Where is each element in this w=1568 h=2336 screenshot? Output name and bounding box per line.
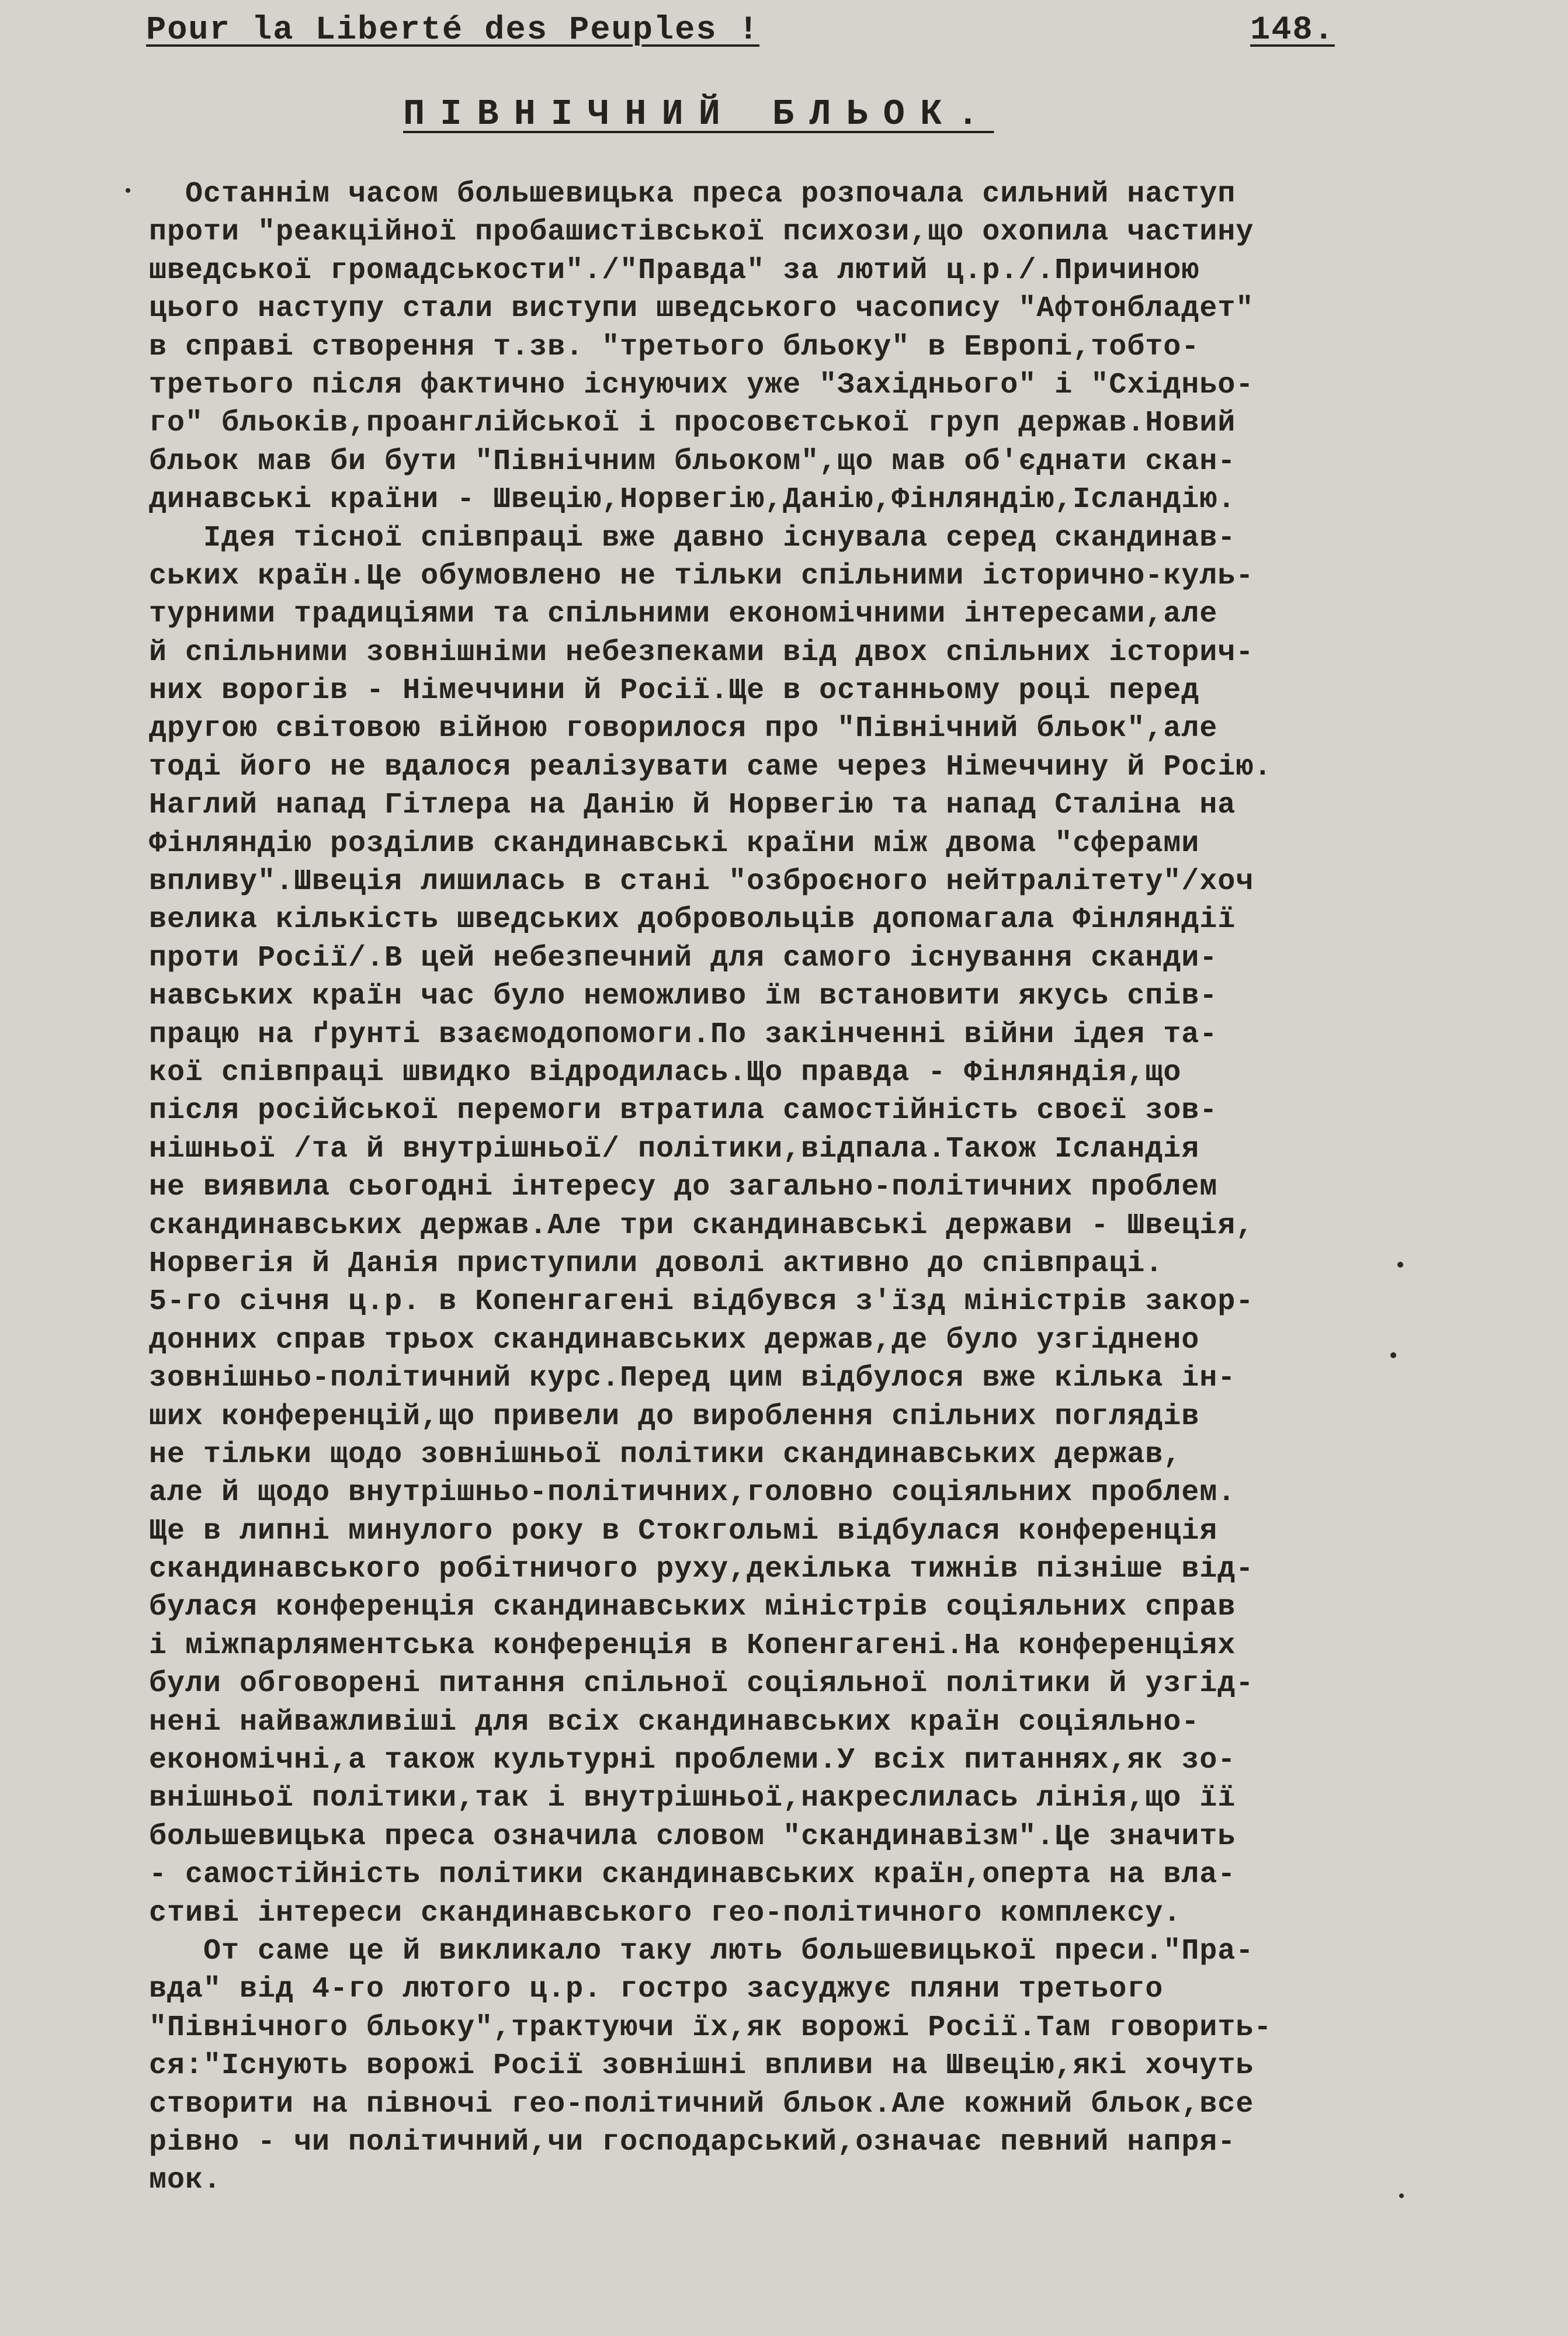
text-line: - самостійність політики скандинавських країн,оперта на вла-: [149, 1858, 1236, 1892]
text-line: велика кількість шведських добровольців допомагала Фінляндії: [149, 903, 1236, 937]
text-line: в справі створення т.зв. "третього бльоку" в Европі,тобто-: [149, 330, 1200, 364]
text-line: не тільки щодо зовнішньої політики скандинавських держав,: [149, 1438, 1182, 1471]
text-line: скандинавських держав.Але три скандинавські держави - Швеція,: [149, 1209, 1254, 1242]
ink-speck: [1390, 1352, 1396, 1358]
text-line: після російської перемоги втратила самостійність своєї зов-: [149, 1094, 1218, 1128]
text-line: Наглий напад Гітлера на Данію й Норвегію та напад Сталіна на: [149, 789, 1236, 822]
text-line: вда" від 4-го лютого ц.р. гостро засуджує пляни третього: [149, 1973, 1164, 2007]
text-line: цього наступу стали виступи шведського часопису "Афтонбладет": [149, 292, 1254, 326]
ink-speck: [126, 188, 130, 193]
text-line: не виявила сьогодні інтересу до загально-політичних проблем: [149, 1171, 1218, 1205]
text-line: були обговорені питання спільної соціяльної політики й узгід-: [149, 1667, 1254, 1701]
text-line: внішньої політики,так і внутрішньої,накреслилась лінія,що її: [149, 1782, 1236, 1816]
text-line: й спільними зовнішніми небезпеками від двох спільних історич-: [149, 636, 1254, 669]
text-line: мок.: [149, 2164, 222, 2198]
text-line: скандинавського робітничого руху,декілька тижнів пізніше від-: [149, 1553, 1254, 1587]
text-line: працю на ґрунті взаємодопомоги.По закінченні війни ідея та-: [149, 1018, 1218, 1051]
text-line: От саме це й викликало таку лють большевицької преси."Пра-: [149, 1934, 1254, 1968]
text-line: економічні,а також культурні проблеми.У всіх питаннях,як зо-: [149, 1744, 1236, 1778]
text-line: ся:"Існують ворожі Росії зовнішні впливи на Швецію,які хочуть: [149, 2049, 1254, 2083]
text-line: нішньої /та й внутрішньої/ політики,відпала.Також Ісландія: [149, 1132, 1200, 1166]
text-line: большевицька преса означила словом "скандинавізм".Це значить: [149, 1820, 1236, 1853]
ink-speck: [1399, 2193, 1404, 2198]
text-line: булася конференція скандинавських міністрів соціяльних справ: [149, 1591, 1236, 1625]
text-line: них ворогів - Німеччини й Росії.Ще в останньому році перед: [149, 674, 1200, 708]
text-line: зовнішньо-політичний курс.Перед цим відбулося вже кілька ін-: [149, 1362, 1236, 1396]
text-line: Норвегія й Данія приступили доволі активно до співпраці.: [149, 1247, 1164, 1280]
text-line: проти Росії/.В цей небезпечний для самого існування сканди-: [149, 941, 1218, 975]
text-line: донних справ трьох скандинавських держав,де було узгіднено: [149, 1323, 1200, 1357]
text-line: але й щодо внутрішньо-політичних,головно соціяльних проблем.: [149, 1476, 1236, 1510]
page-number: 148.: [1250, 12, 1335, 49]
text-line: тоді його не вдалося реалізувати саме через Німеччину й Росію.: [149, 750, 1272, 784]
text-line: 5-го січня ц.р. в Копенгагені відбувся з'їзд міністрів закор-: [149, 1285, 1254, 1319]
text-line: турними традиціями та спільними економічними інтересами,але: [149, 598, 1218, 631]
text-line: рівно - чи політичний,чи господарський,означає певний напря-: [149, 2125, 1236, 2159]
text-line: Фінляндію розділив скандинавські країни між двома "сферами: [149, 827, 1200, 860]
text-line: бльок мав би бути "Північним бльоком",що мав об'єднати скан-: [149, 445, 1236, 478]
article-title: ПІВНІЧНИЙ БЛЬОК.: [403, 93, 994, 135]
article-body: [149, 175, 1481, 2200]
text-line: третього після фактично існуючих уже "Західнього" і "Східньо-: [149, 368, 1254, 402]
text-line: проти "реакційної пробашистівської психози,що охопила частину: [149, 216, 1254, 249]
header-publication-title: Pour la Liberté des Peuples !: [146, 12, 759, 49]
text-line: Ще в липні минулого року в Стокгольмі відбулася конференція: [149, 1514, 1218, 1548]
text-line: ських країн.Це обумовлено не тільки спільними історично-куль-: [149, 559, 1254, 593]
text-line: ших конференцій,що привели до вироблення спільних поглядів: [149, 1400, 1200, 1433]
text-line: динавські країни - Швецію,Норвегію,Данію,Фінляндію,Ісландію.: [149, 483, 1236, 517]
text-line: шведської громадськости"./"Правда" за лютий ц.р./.Причиною: [149, 254, 1200, 287]
text-line: Ідея тісної співпраці вже давно існувала серед скандинав-: [149, 521, 1236, 555]
text-line: навських країн час було неможливо їм встановити якусь спів-: [149, 980, 1218, 1013]
text-line: Останнім часом большевицька преса розпочала сильний наступ: [149, 178, 1236, 211]
text-line: кої співпраці швидко відродилась.Що правда - Фінляндія,що: [149, 1056, 1182, 1089]
text-line: го" бльоків,проанглійської і просовєтської груп держав.Новий: [149, 407, 1236, 440]
text-line: другою світовою війною говорилося про "Північний бльок",але: [149, 712, 1218, 746]
text-line: "Північного бльоку",трактуючи їх,як ворожі Росії.Там говорить-: [149, 2011, 1272, 2045]
text-line: створити на півночі гео-політичний бльок.Але кожний бльок,все: [149, 2087, 1254, 2121]
text-line: впливу".Швеція лишилась в стані "озброєного нейтралітету"/хоч: [149, 865, 1254, 899]
text-line: стиві інтереси скандинавського гео-політичного комплексу.: [149, 1896, 1182, 1930]
text-line: і міжпарляментська конференція в Копенгагені.На конференціях: [149, 1629, 1236, 1662]
text-line: нені найважливіші для всіх скандинавських країн соціяльно-: [149, 1705, 1200, 1739]
page-header: [146, 6, 1431, 58]
ink-speck: [1397, 1262, 1403, 1268]
